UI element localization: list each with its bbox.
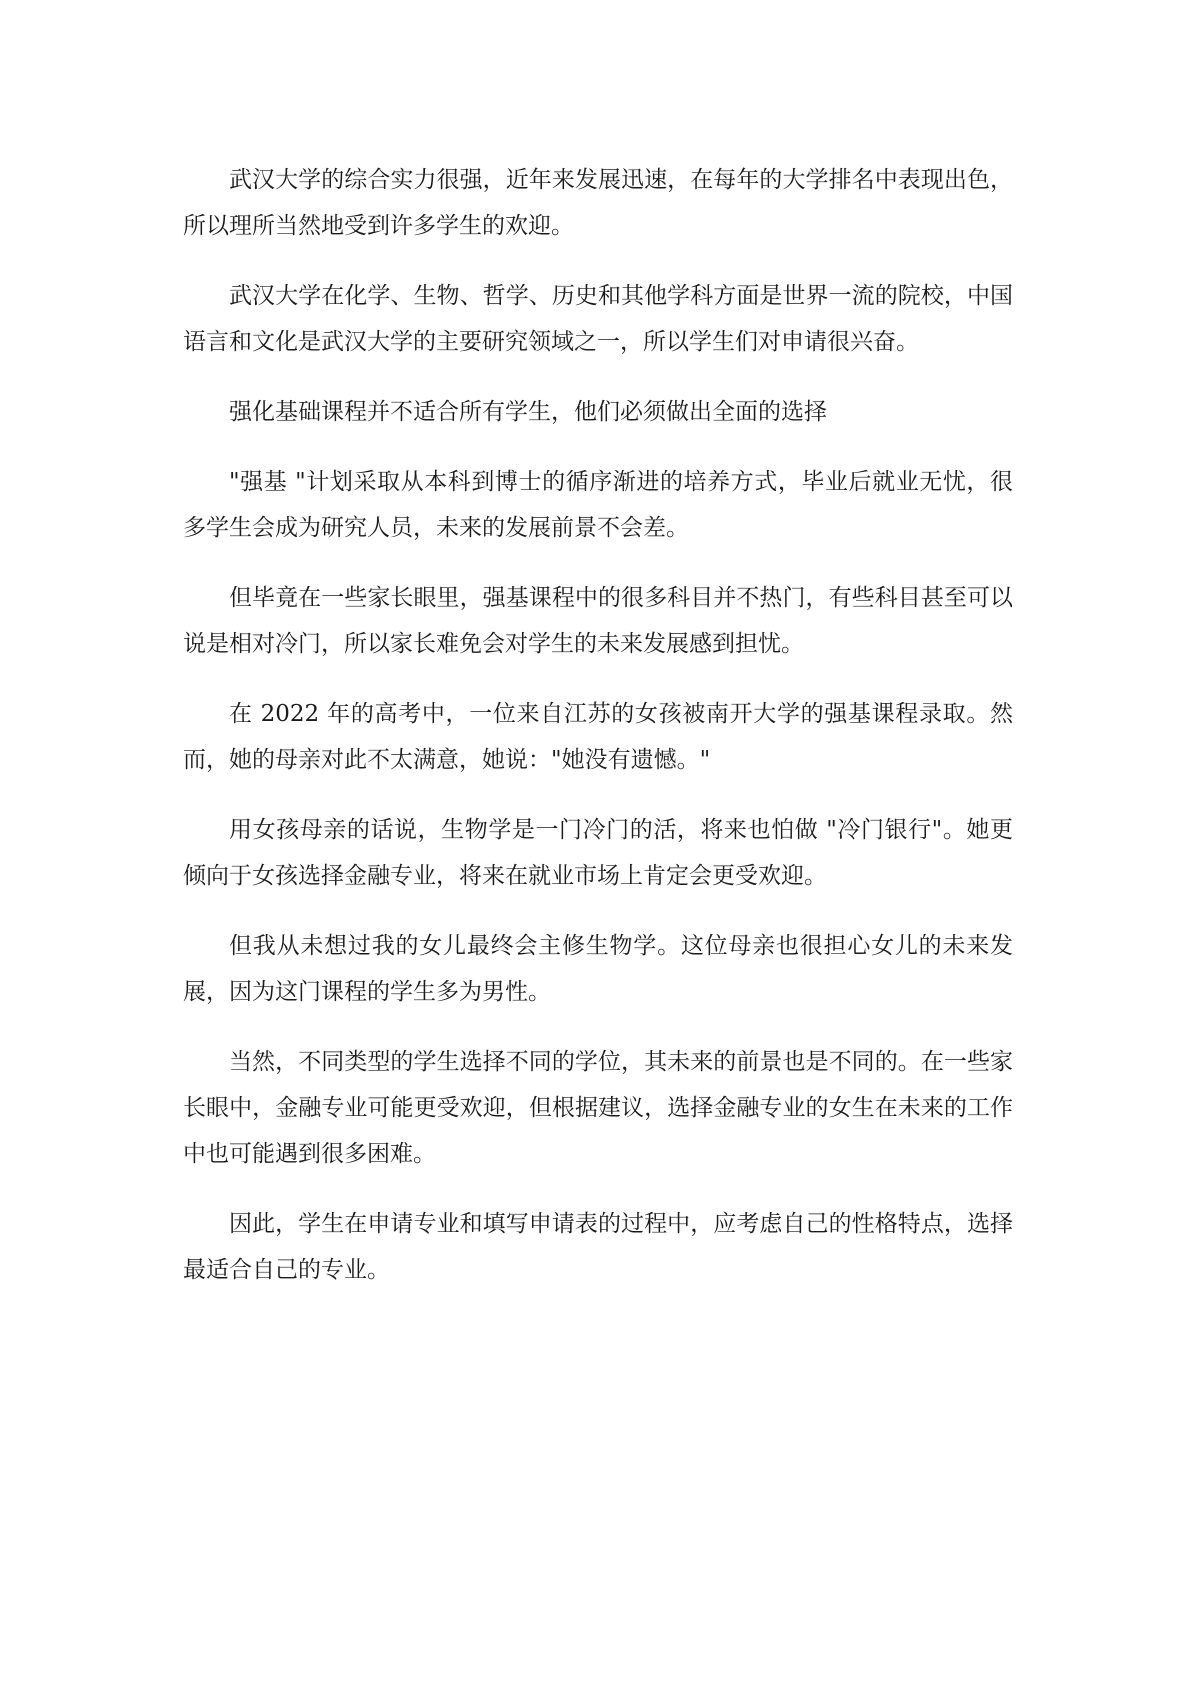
paragraph: 在 2022 年的高考中，一位来自江苏的女孩被南开大学的强基课程录取。然而，她的母亲对此不太满意，她说："她没有遗憾。" xyxy=(183,701,1013,773)
document-body xyxy=(183,157,1013,1317)
paragraph: 但毕竟在一些家长眼里，强基课程中的很多科目并不热门，有些科目甚至可以说是相对冷门，所以家长难免会对学生的未来发展感到担忧。 xyxy=(183,585,1013,657)
paragraph: 强化基础课程并不适合所有学生，他们必须做出全面的选择 xyxy=(229,399,827,425)
paragraph: 当然，不同类型的学生选择不同的学位，其未来的前景也是不同的。在一些家长眼中，金融专业可能更受欢迎，但根据建议，选择金融专业的女生在未来的工作中也可能遇到很多困难。 xyxy=(183,1049,1013,1167)
paragraph: "强基 "计划采取从本科到博士的循序渐进的培养方式，毕业后就业无忧，很多学生会成为研究人员，未来的发展前景不会差。 xyxy=(183,469,1013,541)
paragraph: 但我从未想过我的女儿最终会主修生物学。这位母亲也很担心女儿的未来发展，因为这门课程的学生多为男性。 xyxy=(183,933,1013,1005)
paragraph: 用女孩母亲的话说，生物学是一门冷门的活，将来也怕做 "冷门银行"。她更倾向于女孩选择金融专业，将来在就业市场上肯定会更受欢迎。 xyxy=(183,817,1013,889)
paragraph: 武汉大学的综合实力很强，近年来发展迅速，在每年的大学排名中表现出色，所以理所当然地受到许多学生的欢迎。 xyxy=(183,167,1013,239)
paragraph: 因此，学生在申请专业和填写申请表的过程中，应考虑自己的性格特点，选择最适合自己的专业。 xyxy=(183,1211,1013,1283)
paragraph: 武汉大学在化学、生物、哲学、历史和其他学科方面是世界一流的院校，中国语言和文化是武汉大学的主要研究领域之一，所以学生们对申请很兴奋。 xyxy=(183,283,1013,355)
